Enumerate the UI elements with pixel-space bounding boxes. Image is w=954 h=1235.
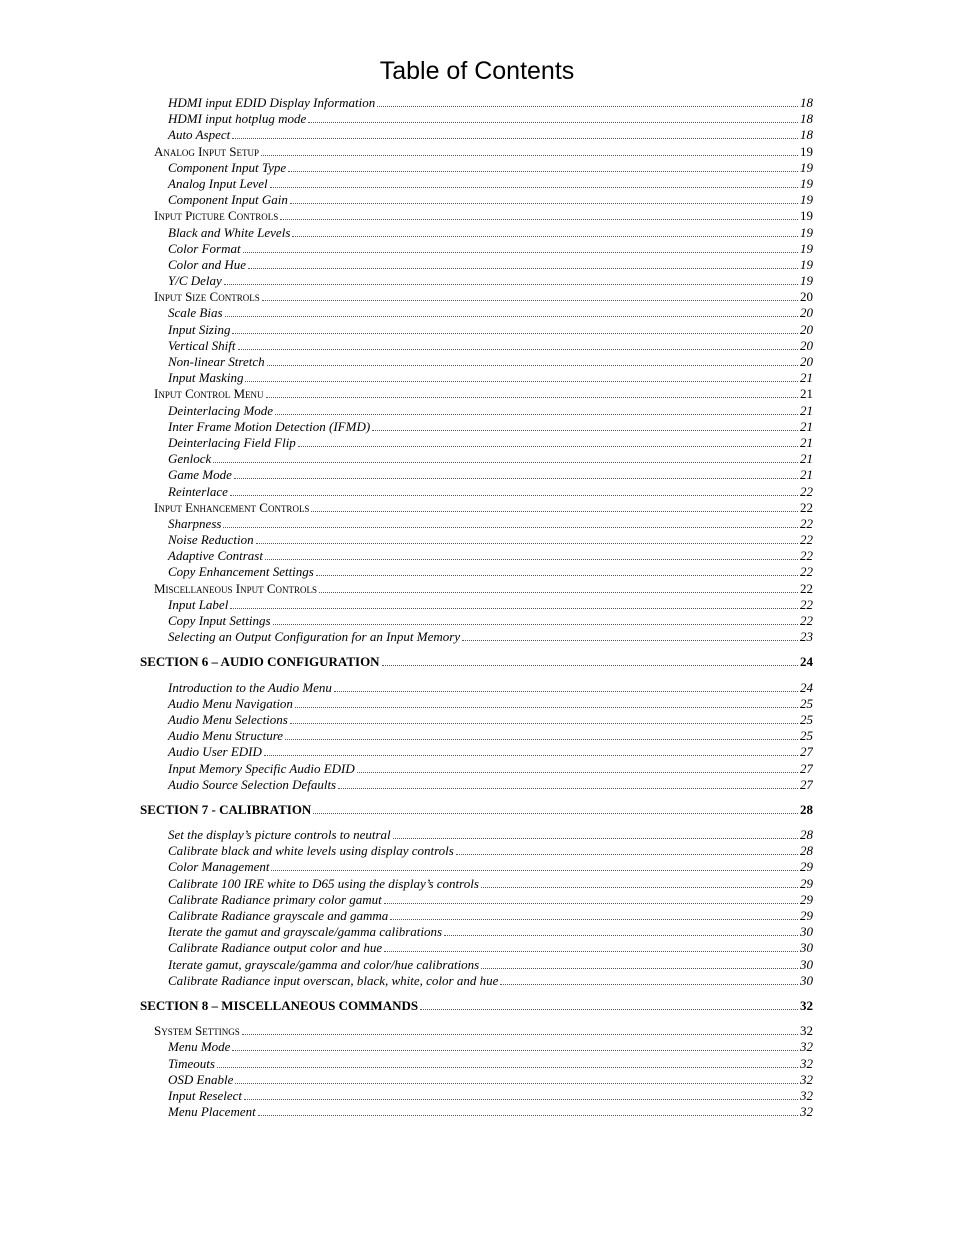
toc-page-number: 32 (800, 1087, 813, 1103)
dot-leader (313, 803, 798, 814)
toc-page-number: 27 (800, 776, 813, 792)
toc-entry-label: Input Control Menu (154, 386, 264, 402)
toc-entry-label: HDMI input EDID Display Information (168, 95, 376, 110)
toc-page-number: 22 (800, 515, 813, 531)
dot-leader (275, 404, 798, 415)
toc-entry-label: Genlock (168, 451, 212, 467)
toc-page-number: 32 (800, 1039, 813, 1055)
toc-group-row[interactable] (140, 144, 813, 160)
toc-page-number: 27 (800, 760, 813, 776)
toc-entry-label: Audio Menu Selections (168, 711, 288, 727)
toc-entry-label: Introduction to the Audio Menu (168, 679, 332, 695)
toc-page-number: 30 (800, 972, 813, 988)
toc-item-row[interactable] (140, 680, 813, 696)
toc-page-number: 32 (800, 1055, 813, 1071)
toc-item-row[interactable] (140, 419, 813, 435)
toc-entry-label: Sharpness (168, 515, 222, 531)
dot-leader (290, 193, 798, 204)
toc-entry-label: Game Mode (168, 467, 232, 483)
dot-leader (213, 452, 798, 463)
toc-item-row[interactable] (140, 516, 813, 532)
dot-leader (256, 533, 798, 544)
toc-page-number: 19 (800, 224, 813, 240)
toc-item-row[interactable] (140, 957, 813, 973)
dot-leader (290, 713, 798, 724)
dot-leader (384, 893, 798, 904)
toc-page-number: 32 (800, 1023, 813, 1039)
toc-entry-label: Audio Menu Navigation (168, 695, 293, 711)
toc-group-row[interactable] (140, 386, 813, 402)
toc-entry-label: Iterate the gamut and grayscale/gamma calibrations (168, 924, 443, 940)
toc-entry-label: Selecting an Output Configuration for an Input Memory (168, 629, 461, 645)
dot-leader (217, 1057, 798, 1068)
toc-entry-label: Calibrate Radiance output color and hue (168, 940, 383, 956)
dot-leader (244, 1089, 798, 1100)
dot-leader (444, 925, 798, 936)
toc-page-number: 25 (800, 695, 813, 711)
toc-page-number: 20 (800, 321, 813, 337)
toc-entry-label: HDMI input hotplug mode (168, 111, 307, 127)
toc-item-row[interactable] (140, 1088, 813, 1104)
toc-page-number: 21 (800, 451, 813, 467)
toc-item-row[interactable] (140, 728, 813, 744)
toc-item-row[interactable] (140, 597, 813, 613)
toc-item-row[interactable] (140, 95, 813, 111)
toc-page-number: 30 (800, 924, 813, 940)
toc-page-number: 19 (800, 208, 813, 224)
toc-item-row[interactable] (140, 712, 813, 728)
toc-item-row[interactable] (140, 225, 813, 241)
toc-entry-label: Component Input Gain (168, 192, 288, 208)
toc-item-row[interactable] (140, 827, 813, 843)
toc-item-row[interactable] (140, 322, 813, 338)
dot-leader (273, 614, 798, 625)
toc-page-number: 22 (800, 596, 813, 612)
toc-entry-label: Menu Placement (168, 1104, 256, 1120)
toc-entry-label: Input Masking (168, 370, 244, 386)
dot-leader (264, 745, 798, 756)
toc-group-row[interactable] (140, 1023, 813, 1039)
toc-page-number: 28 (800, 801, 813, 817)
toc-entry-label: Miscellaneous Input Controls (154, 580, 318, 596)
dot-leader (248, 258, 798, 269)
dot-leader (261, 145, 798, 156)
toc-page-number: 28 (800, 827, 813, 843)
toc-entry-label: Timeouts (168, 1055, 215, 1071)
toc-entry-label: Audio Menu Structure (168, 728, 284, 744)
dot-leader (238, 339, 798, 350)
toc-entry-label: SECTION 7 - CALIBRATION (140, 801, 312, 817)
toc-entry-label: Input Enhancement Controls (154, 499, 310, 515)
toc-group-row[interactable] (140, 581, 813, 597)
toc-entry-label: Color Format (168, 240, 241, 256)
dot-leader (311, 501, 798, 512)
dot-leader (298, 436, 798, 447)
dot-leader (334, 681, 798, 692)
toc-page-number: 29 (800, 891, 813, 907)
toc-item-row[interactable] (140, 843, 813, 859)
toc-page-number: 19 (800, 273, 813, 289)
toc-entry-label: Noise Reduction (168, 532, 254, 548)
toc-page-number: 32 (800, 1104, 813, 1120)
toc-page-number: 22 (800, 499, 813, 515)
dot-leader (456, 844, 798, 855)
toc-entry-label: Non-linear Stretch (168, 354, 265, 369)
toc-page-number: 19 (800, 175, 813, 191)
toc-page-number: 20 (800, 305, 813, 321)
toc-page-number: 28 (800, 843, 813, 859)
toc-page-number: 19 (800, 256, 813, 272)
dot-leader (393, 828, 798, 839)
dot-leader (292, 226, 798, 237)
dot-leader (382, 655, 798, 666)
toc-page-number: 19 (800, 240, 813, 256)
toc-page-number: 19 (800, 192, 813, 208)
toc-item-row[interactable] (140, 160, 813, 176)
toc-page-number: 30 (800, 956, 813, 972)
toc-page-number: 32 (800, 1071, 813, 1087)
toc-item-row[interactable] (140, 532, 813, 548)
toc-item-row[interactable] (140, 484, 813, 500)
dot-leader (245, 371, 798, 382)
dot-leader (285, 729, 798, 740)
toc-page-number: 29 (800, 875, 813, 891)
toc-entry-label: Copy Input Settings (168, 613, 271, 628)
dot-leader (462, 630, 798, 641)
toc-entry-label: Vertical Shift (168, 337, 236, 353)
toc-entry-label: Deinterlacing Mode (168, 402, 274, 418)
toc-page-number: 24 (800, 679, 813, 695)
dot-leader (242, 1024, 798, 1035)
toc-item-row[interactable] (140, 176, 813, 192)
toc-item-row[interactable] (140, 273, 813, 289)
toc-entry-label: System Settings (154, 1023, 240, 1039)
toc-item-row[interactable] (140, 354, 813, 370)
toc-page-number: 22 (800, 548, 813, 564)
toc-item-row[interactable] (140, 892, 813, 908)
toc-entry-label: Audio Source Selection Defaults (168, 776, 337, 792)
toc-entry-label: Input Size Controls (154, 289, 260, 305)
toc-item-row[interactable] (140, 1104, 813, 1120)
toc-item-row[interactable] (140, 777, 813, 793)
toc-page-number: 21 (800, 386, 813, 402)
toc-entry-label: Audio User EDID (168, 744, 262, 760)
toc-item-row[interactable] (140, 973, 813, 989)
dot-leader (266, 387, 798, 398)
dot-leader (230, 485, 798, 496)
toc-page-number: 22 (800, 532, 813, 548)
dot-leader (230, 598, 798, 609)
toc-entry-label: Set the display’s picture controls to neutral (168, 827, 391, 843)
dot-leader (225, 306, 798, 317)
dot-leader (420, 999, 798, 1010)
dot-leader (232, 128, 798, 139)
dot-leader (235, 1073, 798, 1084)
dot-leader (262, 290, 798, 301)
dot-leader (338, 778, 798, 789)
toc-entry-label: Analog Input Setup (154, 143, 259, 159)
toc-page-number: 30 (800, 940, 813, 956)
toc-item-row[interactable] (140, 548, 813, 564)
toc-item-row[interactable] (140, 629, 813, 645)
toc-entry-label: Calibrate Radiance grayscale and gamma (168, 908, 389, 923)
toc-entry-label: Scale Bias (168, 305, 223, 321)
toc-entry-label: Input Label (168, 596, 229, 612)
toc-section-row[interactable] (140, 802, 813, 818)
toc-entry-label: OSD Enable (168, 1071, 234, 1087)
toc-page-number: 32 (800, 997, 813, 1013)
page-title: Table of Contents (379, 57, 575, 85)
toc-page-number: 19 (800, 143, 813, 159)
toc-item-row[interactable] (140, 696, 813, 712)
toc-entry-label: Auto Aspect (168, 127, 231, 143)
toc-item-row[interactable] (140, 467, 813, 483)
toc-page-number: 21 (800, 402, 813, 418)
dot-leader (270, 177, 798, 188)
toc-entry-label: Calibrate black and white levels using display controls (168, 843, 454, 859)
toc-item-row[interactable] (140, 127, 813, 143)
toc-entry-label: SECTION 6 – AUDIO CONFIGURATION (140, 654, 380, 670)
toc-entry-label: Calibrate Radiance input overscan, black, white, color and hue (168, 972, 499, 988)
toc-item-row[interactable] (140, 111, 813, 127)
toc-page-number: 21 (800, 370, 813, 386)
toc-page-number: 29 (800, 908, 813, 923)
dot-leader (481, 958, 798, 969)
toc-entry-label: Adaptive Contrast (168, 548, 263, 564)
dot-leader (377, 96, 798, 107)
toc-entry-label: Reinterlace (168, 483, 228, 499)
toc-page-number: 20 (800, 337, 813, 353)
toc-page-number: 21 (800, 434, 813, 450)
toc-page-number: 29 (800, 859, 813, 875)
toc-entry-label: Menu Mode (168, 1039, 231, 1055)
toc-entry-label: Y/C Delay (168, 273, 222, 289)
toc-item-row[interactable] (140, 924, 813, 940)
toc-entry-label: Black and White Levels (168, 224, 291, 240)
dot-leader (384, 941, 798, 952)
toc-page-number: 25 (800, 728, 813, 744)
toc-entry-label: SECTION 8 – MISCELLANEOUS COMMANDS (140, 997, 419, 1013)
toc-entry-label: Input Reselect (168, 1087, 242, 1103)
dot-leader (372, 420, 798, 431)
toc-item-row[interactable] (140, 192, 813, 208)
toc-item-row[interactable] (140, 613, 813, 629)
toc-page-number: 18 (800, 95, 813, 110)
toc-page-number: 21 (800, 467, 813, 483)
dot-leader (390, 909, 798, 920)
toc-page-number: 18 (800, 127, 813, 143)
toc-page-number: 20 (800, 354, 813, 369)
dot-leader (267, 355, 798, 366)
toc-item-row[interactable] (140, 435, 813, 451)
toc-entry-label: Analog Input Level (168, 175, 268, 191)
toc-item-row[interactable] (140, 859, 813, 875)
toc-page-number: 22 (800, 580, 813, 596)
toc-entry-label: Input Picture Controls (154, 208, 279, 224)
toc-entry-label: Calibrate 100 IRE white to D65 using the display’s controls (168, 875, 479, 891)
dot-leader (265, 549, 798, 560)
toc-page-number: 19 (800, 159, 813, 175)
toc-page-number: 18 (800, 111, 813, 127)
toc-page-number: 24 (800, 654, 813, 670)
dot-leader (308, 112, 798, 123)
toc-page-number: 25 (800, 711, 813, 727)
toc-entry-label: Component Input Type (168, 159, 287, 175)
toc-item-row[interactable] (140, 940, 813, 956)
dot-leader (258, 1105, 798, 1116)
toc-item-row[interactable] (140, 370, 813, 386)
toc-group-row[interactable] (140, 208, 813, 224)
toc-entry-label: Calibrate Radiance primary color gamut (168, 891, 382, 907)
toc-item-row[interactable] (140, 451, 813, 467)
dot-leader (232, 323, 798, 334)
toc-entry-label: Deinterlacing Field Flip (168, 434, 296, 450)
toc-entry-label: Iterate gamut, grayscale/gamma and color/hue calibrations (168, 956, 480, 972)
dot-leader (280, 209, 798, 220)
toc-entry-label: Color and Hue (168, 256, 246, 272)
toc-page-number: 23 (800, 629, 813, 645)
toc-entry-label: Input Sizing (168, 321, 231, 337)
toc-entry-label: Copy Enhancement Settings (168, 564, 314, 580)
toc-page-number: 20 (800, 289, 813, 305)
dot-leader (234, 468, 798, 479)
toc-item-row[interactable] (140, 908, 813, 924)
dot-leader (232, 1040, 798, 1051)
toc-section-row[interactable] (140, 654, 813, 670)
toc-item-row[interactable] (140, 305, 813, 321)
toc-item-row[interactable] (140, 1039, 813, 1055)
toc-item-row[interactable] (140, 1072, 813, 1088)
toc-item-row[interactable] (140, 338, 813, 354)
dot-leader (316, 565, 798, 576)
toc-item-row[interactable] (140, 403, 813, 419)
table-of-contents (140, 95, 813, 1120)
toc-page-number: 27 (800, 744, 813, 760)
dot-leader (500, 974, 798, 985)
dot-leader (243, 242, 798, 253)
dot-leader (223, 517, 798, 528)
dot-leader (295, 697, 798, 708)
toc-item-row[interactable] (140, 257, 813, 273)
toc-item-row[interactable] (140, 564, 813, 580)
toc-item-row[interactable] (140, 876, 813, 892)
toc-item-row[interactable] (140, 744, 813, 760)
dot-leader (481, 877, 798, 888)
toc-item-row[interactable] (140, 1056, 813, 1072)
toc-page-number: 22 (800, 483, 813, 499)
toc-page-number: 22 (800, 613, 813, 628)
toc-entry-label: Color Management (168, 859, 270, 875)
toc-section-row[interactable] (140, 998, 813, 1014)
dot-leader (319, 582, 798, 593)
dot-leader (288, 161, 798, 172)
toc-item-row[interactable] (140, 761, 813, 777)
toc-entry-label: Inter Frame Motion Detection (IFMD) (168, 418, 371, 434)
dot-leader (271, 860, 798, 871)
toc-page-number: 22 (800, 564, 813, 580)
toc-group-row[interactable] (140, 500, 813, 516)
toc-group-row[interactable] (140, 289, 813, 305)
toc-item-row[interactable] (140, 241, 813, 257)
dot-leader (224, 274, 798, 285)
toc-entry-label: Input Memory Specific Audio EDID (168, 760, 355, 776)
dot-leader (357, 762, 798, 773)
toc-page-number: 21 (800, 418, 813, 434)
